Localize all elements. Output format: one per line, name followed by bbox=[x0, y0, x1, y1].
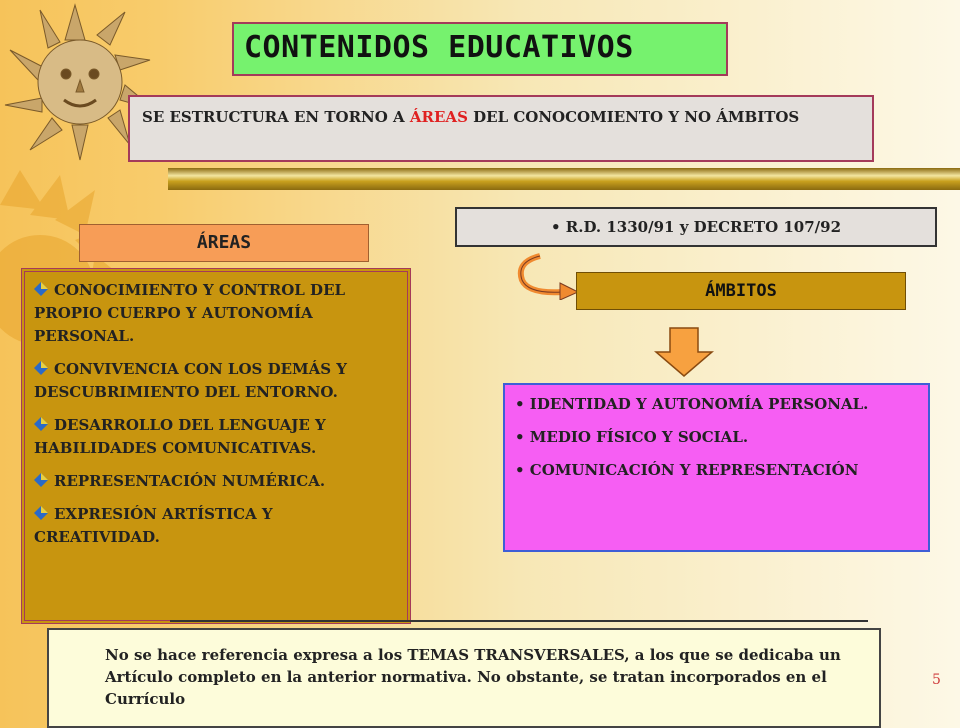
curved-arrow-icon bbox=[512, 252, 582, 300]
down-arrow-icon bbox=[654, 326, 714, 378]
legal-reference-box: • R.D. 1330/91 y DECRETO 107/92 bbox=[455, 207, 937, 247]
page-title: CONTENIDOS EDUCATIVOS bbox=[232, 22, 728, 76]
bullet-icon bbox=[34, 473, 48, 487]
areas-heading: ÁREAS bbox=[79, 224, 369, 262]
list-item bbox=[34, 279, 398, 348]
list-item bbox=[34, 503, 398, 549]
structure-statement bbox=[128, 95, 874, 162]
bullet-icon bbox=[34, 282, 48, 296]
list-item: • COMUNICACIÓN Y REPRESENTACIÓN bbox=[515, 461, 859, 479]
page-number: 5 bbox=[932, 672, 941, 688]
area-item-text: DESARROLLO DEL LENGUAJE Y HABILIDADES COMUNICATIVAS. bbox=[34, 416, 326, 457]
note-box: No se hace referencia expresa a los TEMAS TRANSVERSALES, a los que se dedicaba un Artículo completo en la anterior normativa. No obstante, se tratan incorporados en el Currículo bbox=[47, 628, 881, 728]
ambitos-heading: ÁMBITOS bbox=[576, 272, 906, 310]
structure-text-after: DEL CONOCOMIENTO Y NO ÁMBITOS bbox=[467, 108, 800, 126]
bullet-icon bbox=[34, 417, 48, 431]
list-item: • MEDIO FÍSICO Y SOCIAL. bbox=[515, 428, 749, 446]
list-item bbox=[34, 470, 398, 493]
bullet-icon bbox=[34, 361, 48, 375]
area-item-text: CONVIVENCIA CON LOS DEMÁS Y DESCUBRIMIENTO DEL ENTORNO. bbox=[34, 360, 348, 401]
divider-line bbox=[170, 620, 868, 622]
list-item bbox=[34, 414, 398, 460]
list-item: • IDENTIDAD Y AUTONOMÍA PERSONAL. bbox=[515, 395, 869, 413]
area-item-text: REPRESENTACIÓN NUMÉRICA. bbox=[54, 472, 326, 490]
bullet-icon bbox=[34, 506, 48, 520]
list-item bbox=[34, 358, 398, 404]
area-item-text: EXPRESIÓN ARTÍSTICA Y CREATIVIDAD. bbox=[34, 505, 273, 546]
area-item-text: CONOCIMIENTO Y CONTROL DEL PROPIO CUERPO Y AUTONOMÍA PERSONAL. bbox=[34, 281, 346, 345]
areas-list bbox=[21, 268, 411, 624]
structure-text-before: SE ESTRUCTURA EN TORNO A bbox=[142, 108, 410, 126]
gold-divider-bar bbox=[168, 168, 960, 190]
ambitos-list bbox=[503, 383, 930, 552]
structure-highlight: ÁREAS bbox=[409, 108, 468, 126]
